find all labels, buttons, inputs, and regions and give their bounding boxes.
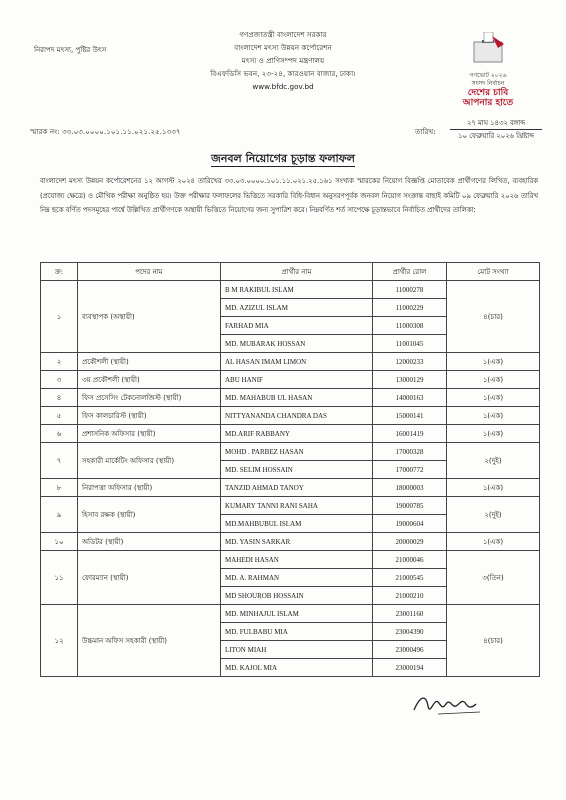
serial-cell: ২ xyxy=(41,353,78,371)
count-cell: ৪(চার) xyxy=(447,605,540,677)
website-link[interactable]: www.bfdc.gov.bd xyxy=(252,82,314,91)
candidate-name-cell: B M RAKIBUL ISLAM xyxy=(221,281,373,299)
roll-cell: 11000278 xyxy=(373,281,447,299)
logo-line-4: আপনার হাতে xyxy=(462,98,514,108)
table-row xyxy=(41,407,540,425)
candidate-name-cell: NITTYANANDA CHANDRA DAS xyxy=(221,407,373,425)
count-cell: ১(এক) xyxy=(447,479,540,497)
serial-cell: ৯ xyxy=(41,497,78,533)
post-cell: নিরাপত্তা অফিসার (স্থায়ী) xyxy=(78,479,221,497)
memo-number: স্মারক নং: ৩৩.০৩.০০০০.১০১.১১.০২১.২৫.১৩৩৭ xyxy=(30,127,181,136)
table-row xyxy=(41,551,540,569)
table-row xyxy=(41,281,540,299)
serial-cell: ১ xyxy=(41,281,78,353)
candidate-name-cell: MD. YASIN SARKAR xyxy=(221,533,373,551)
candidate-name-cell: MAHEDI HASAN xyxy=(221,551,373,569)
post-cell: প্রকৌশলী (স্থায়ী) xyxy=(78,353,221,371)
candidate-name-cell: MD. SELIM HOSSAIN xyxy=(221,461,373,479)
table-row xyxy=(41,605,540,623)
serial-cell: ৭ xyxy=(41,443,78,479)
table-header-row xyxy=(41,263,540,281)
roll-cell: 21000046 xyxy=(373,551,447,569)
date-english: ১০ ফেব্রুয়ারি ২০২৬ খ্রিষ্টাব্দ xyxy=(450,129,542,142)
post-cell: ফিস কালচারিস্ট (স্থায়ী) xyxy=(78,407,221,425)
header-roll: প্রার্থীর রোল xyxy=(373,263,447,281)
roll-cell: 23001160 xyxy=(373,605,447,623)
candidate-name-cell: MD.MAHBUBUL ISLAM xyxy=(221,515,373,533)
roll-cell: 14000163 xyxy=(373,389,447,407)
post-cell: অডিটর (স্থায়ী) xyxy=(78,533,221,551)
ballot-box-logo-icon xyxy=(468,32,508,64)
roll-cell: 11000308 xyxy=(373,317,447,335)
roll-cell: 19000604 xyxy=(373,515,447,533)
election-logo xyxy=(440,30,536,108)
gov-line: গণপ্রজাতন্ত্রী বাংলাদেশ সরকার xyxy=(239,30,327,39)
count-cell: ১(এক) xyxy=(447,425,540,443)
serial-cell: ৪ xyxy=(41,389,78,407)
roll-cell: 17000328 xyxy=(373,443,447,461)
post-cell: ব্যবস্থাপক (অস্থায়ী) xyxy=(78,281,221,353)
candidate-name-cell: FARHAD MIA xyxy=(221,317,373,335)
roll-cell: 17000772 xyxy=(373,461,447,479)
table-row xyxy=(41,425,540,443)
logo-caption xyxy=(440,72,536,88)
serial-cell: ১১ xyxy=(41,551,78,605)
roll-cell: 11000229 xyxy=(373,299,447,317)
page-title xyxy=(0,150,566,169)
logo-line-3: দেশের চাবি xyxy=(467,88,509,98)
candidate-name-cell: TANZID AHMAD TANOY xyxy=(221,479,373,497)
candidate-name-cell: KUMARY TANNI RANI SAHA xyxy=(221,497,373,515)
count-cell: ১(এক) xyxy=(447,533,540,551)
table-row xyxy=(41,353,540,371)
serial-cell: ১২ xyxy=(41,605,78,677)
header-post: পদের নাম xyxy=(78,263,221,281)
count-cell: ৪(চার) xyxy=(447,281,540,353)
signature-icon xyxy=(408,688,488,722)
post-cell: সহকারী মার্কেটিং অফিসার (স্থায়ী) xyxy=(78,443,221,479)
table-row xyxy=(41,479,540,497)
header-serial: ক্র: xyxy=(41,263,78,281)
post-cell: প্রশাসনিক অফিসার (স্থায়ী) xyxy=(78,425,221,443)
header-count: মোট সংখ্যা xyxy=(447,263,540,281)
serial-cell: ৫ xyxy=(41,407,78,425)
table-row xyxy=(41,371,540,389)
results-table xyxy=(40,262,540,677)
candidate-name-cell: MD.ARIF RABBANY xyxy=(221,425,373,443)
candidate-name-cell: AL HASAN IMAM LIMON xyxy=(221,353,373,371)
page-title-text: জনবল নিয়োগের চূড়ান্ত ফলাফল xyxy=(211,152,355,165)
table-row xyxy=(41,443,540,461)
post-cell: ফিস প্রসেসিং টেকনোলজিস্ট (স্থায়ী) xyxy=(78,389,221,407)
candidate-name-cell: MD. KAJOL MIA xyxy=(221,659,373,677)
post-cell: ফোরম্যান (স্থায়ী) xyxy=(78,551,221,605)
body-paragraph: বাংলাদেশ মৎস্য উন্নয়ন কর্পোরেশনের ১২ আগস্ট ২০২৪ তারিখের ৩৩.০৩.০০০০.১০১.১১.০২১.২৫.১৬১ সংখ্যক স্মারকের নিয়োগ বিজ্ঞপ্তি মোতাবেক প্রার্থীগণের লিখিত, ব্যবহারিক (প্রযোজ্য ক্ষেত্রে) ও মৌখিক পরীক্ষা অনুষ্ঠিত হয়। উক্ত পরীক্ষার ফলাফলের ভিত্তিতে সরকারি বিধি-বিধান অনুসরণপূর্বক জনবল নিয়োগ সংক্রান্ত বাছাই কমিটি ০৯ ফেব্রুয়ারি ২০২৬ তারিখ নিম্ন ছকে বর্ণিত পদসমূহের পার্শ্বে উল্লিখিত প্রার্থীগণকে অস্থায়ী ভিত্তিতে নিয়োগের জন্য সুপারিশ করে। নিম্নবর্ণিত শর্ত সাপেক্ষে চূড়ান্তভাবে নির্বাচিত প্রার্থীদের তালিকা: xyxy=(40,177,538,214)
slogan-text: নিরাপদ মৎস্য, পুষ্টির উৎস xyxy=(34,46,107,54)
table-row xyxy=(41,497,540,515)
table-row xyxy=(41,389,540,407)
logo-slogan xyxy=(440,88,536,108)
serial-cell: ১০ xyxy=(41,533,78,551)
roll-cell: 15000141 xyxy=(373,407,447,425)
roll-cell: 23000496 xyxy=(373,641,447,659)
roll-cell: 18000003 xyxy=(373,479,447,497)
candidate-name-cell: MD SHOUROB HOSSAIN xyxy=(221,587,373,605)
address-line: বিএফডিসি ভবন, ২৩-২৪, কারওয়ান বাজার, ঢাকা। xyxy=(210,69,356,78)
post-cell: উচ্চমান অফিস সহকারী (স্থায়ী) xyxy=(78,605,221,677)
roll-cell: 23004390 xyxy=(373,623,447,641)
count-cell: ২(দুই) xyxy=(447,443,540,479)
candidate-name-cell: MOHD . PARBEZ HASAN xyxy=(221,443,373,461)
count-cell: ২(দুই) xyxy=(447,497,540,533)
roll-cell: 20000029 xyxy=(373,533,447,551)
serial-cell: ৮ xyxy=(41,479,78,497)
count-cell: ১(এক) xyxy=(447,353,540,371)
roll-cell: 23000194 xyxy=(373,659,447,677)
post-cell: ৩য় প্রকৌশলী (স্থায়ী) xyxy=(78,371,221,389)
serial-cell: ৩ xyxy=(41,371,78,389)
header-candidate: প্রার্থীর নাম xyxy=(221,263,373,281)
candidate-name-cell: MD. MAHABUB UL HASAN xyxy=(221,389,373,407)
post-cell: হিসাব রক্ষক (স্থায়ী) xyxy=(78,497,221,533)
logo-line-2: সংসদ নির্বাচন xyxy=(471,80,505,87)
date-label: তারিখ: xyxy=(415,127,436,136)
table-row xyxy=(41,533,540,551)
roll-cell: 19000785 xyxy=(373,497,447,515)
org-line: বাংলাদেশ মৎস্য উন্নয়ন কর্পোরেশন xyxy=(234,43,332,52)
logo-line-1: গণভোট ২০২৬ xyxy=(469,72,507,79)
candidate-name-cell: MD. AZIZUL ISLAM xyxy=(221,299,373,317)
ministry-line: মৎস্য ও প্রাণিসম্পদ মন্ত্রণালয় xyxy=(241,56,325,65)
roll-cell: 12000233 xyxy=(373,353,447,371)
date-box xyxy=(450,117,542,142)
candidate-name-cell: MD. FULBABU MIA xyxy=(221,623,373,641)
candidate-name-cell: MD. A. RAHMAN xyxy=(221,569,373,587)
count-cell: ১(এক) xyxy=(447,407,540,425)
count-cell: ১(এক) xyxy=(447,371,540,389)
count-cell: ৩(তিন) xyxy=(447,551,540,605)
count-cell: ১(এক) xyxy=(447,389,540,407)
candidate-name-cell: ABU HANIF xyxy=(221,371,373,389)
candidate-name-cell: LITON MIAH xyxy=(221,641,373,659)
roll-cell: 11001045 xyxy=(373,335,447,353)
date-bangla: ২৭ মাঘ ১৪৩২ বঙ্গাব্দ xyxy=(467,119,525,127)
roll-cell: 13000129 xyxy=(373,371,447,389)
roll-cell: 21000545 xyxy=(373,569,447,587)
candidate-name-cell: MD. MUBARAK HOSSAN xyxy=(221,335,373,353)
candidate-name-cell: MD. MINHAJUL ISLAM xyxy=(221,605,373,623)
roll-cell: 21000210 xyxy=(373,587,447,605)
serial-cell: ৬ xyxy=(41,425,78,443)
roll-cell: 16001419 xyxy=(373,425,447,443)
